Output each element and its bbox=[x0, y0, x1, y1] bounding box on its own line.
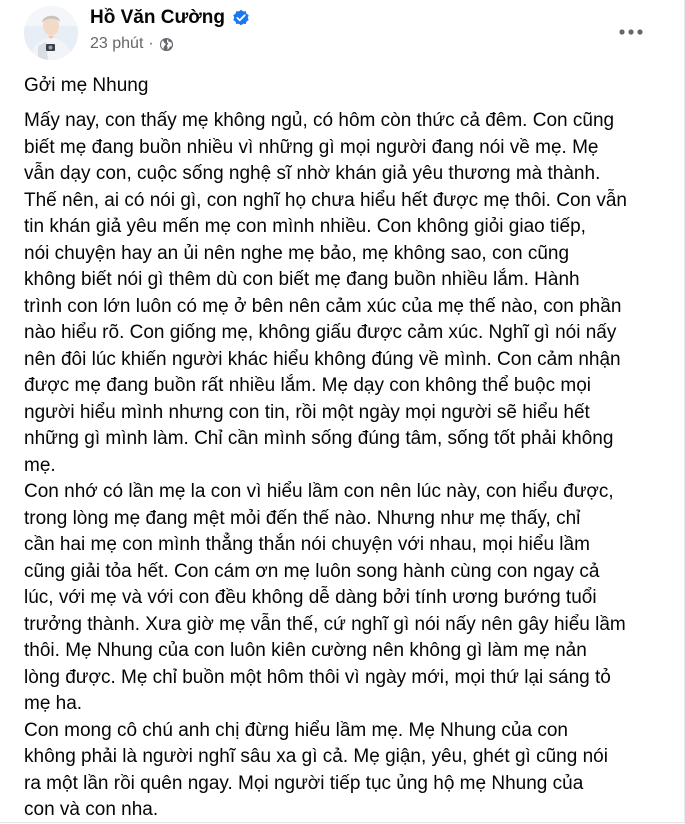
body-line: mẹ. bbox=[24, 454, 56, 476]
globe-icon[interactable] bbox=[159, 37, 174, 52]
body-line: người hiểu mình nhưng con tin, rồi một ngày mọi người sẽ hiểu hết bbox=[24, 401, 590, 423]
verified-badge-icon bbox=[232, 9, 250, 27]
body-line: trưởng thành. Xưa giờ mẹ vẫn thế, cứ nghĩ gì nói nấy nên gây hiểu lầm bbox=[24, 613, 626, 635]
body-line: nói chuyện hay an ủi nên nghe mẹ bảo, mẹ không sao, con cũng bbox=[24, 242, 570, 264]
body-line: Con nhớ có lần mẹ la con vì hiểu lầm con nên lúc này, con hiểu được, bbox=[24, 481, 614, 502]
author-name[interactable]: Hồ Văn Cường bbox=[90, 7, 225, 28]
body-line: cần hai mẹ con mình thẳng thắn nói chuyện với nhau, mọi hiểu lầm bbox=[24, 534, 590, 555]
body-line: trình con lớn luôn có mẹ ở bên nên cảm xúc của mẹ thế nào, con phần bbox=[24, 295, 622, 317]
avatar-photo bbox=[24, 6, 78, 60]
body-line: cũng giải tỏa hết. Con cám ơn mẹ luôn song hành cùng con ngay cả bbox=[24, 560, 600, 582]
body-line: nào hiểu rõ. Con giống mẹ, không giấu được cảm xúc. Nghĩ gì nói nấy bbox=[24, 322, 617, 343]
body-line: Thế nên, ai có nói gì, con nghĩ họ chưa hiểu hết được mẹ thôi. Con vẫn bbox=[24, 189, 627, 211]
body-line: Mấy nay, con thấy mẹ không ngủ, có hôm còn thức cả đêm. Con cũng bbox=[24, 110, 615, 131]
body-line: lúc, với mẹ và với con đều không dễ dàng bởi tính ương bướng tuổi bbox=[24, 587, 597, 608]
body-line: Con mong cô chú anh chị đừng hiểu lầm mẹ. Mẹ Nhung của con bbox=[24, 719, 568, 741]
body-line: tin khán giả yêu mến mẹ con mình nhiều. Con không giỏi giao tiếp, bbox=[24, 216, 586, 237]
body-line: vẫn dạy con, cuộc sống nghệ sĩ nhờ khán giả yêu thương mà thành. bbox=[24, 163, 601, 184]
more-options-button[interactable] bbox=[611, 17, 651, 47]
body-line: trong lòng mẹ đang mệt mỏi đến thế nào. Nhưng như mẹ thấy, chỉ bbox=[24, 507, 581, 529]
body-line: biết mẹ đang buồn nhiều vì những gì mọi người đang nói về mẹ. Mẹ bbox=[24, 136, 599, 158]
body-line: ra một lần rồi quên ngay. Mọi người tiếp tục ủng hộ mẹ Nhung của bbox=[24, 772, 584, 794]
author-row bbox=[90, 7, 250, 29]
more-options-icon bbox=[619, 29, 643, 35]
body-line: mẹ ha. bbox=[24, 693, 83, 714]
body-line: không phải là người nghĩ sâu xa gì cả. Mẹ giận, yêu, ghét gì cũng nói bbox=[24, 746, 608, 767]
avatar[interactable] bbox=[24, 6, 78, 60]
body-line: lòng được. Mẹ chỉ buồn một hôm thôi vì ngày mới, mọi thứ lại sáng tỏ bbox=[24, 666, 611, 688]
body-line: không biết nói gì thêm dù con biết mẹ đang buồn nhiều lắm. Hành bbox=[24, 269, 580, 290]
post-meta bbox=[90, 35, 174, 53]
post-greeting: Gởi mẹ Nhung bbox=[24, 75, 149, 96]
body-line: nên đôi lúc khiến người khác hiểu không đúng về mình. Con cảm nhận bbox=[24, 348, 621, 370]
post-body bbox=[24, 108, 664, 824]
post-timestamp[interactable]: 23 phút bbox=[90, 35, 144, 52]
body-line: những gì mình làm. Chỉ cần mình sống đúng tâm, sống tốt phải không bbox=[24, 428, 614, 449]
body-line: thôi. Mẹ Nhung của con luôn kiên cường nên không gì làm mẹ nản bbox=[24, 640, 587, 661]
body-line: con và con nha. bbox=[24, 799, 159, 820]
body-line: được mẹ đang buồn rất nhiều lắm. Mẹ dạy con không thể buộc mọi bbox=[24, 375, 592, 396]
meta-separator: · bbox=[148, 35, 154, 52]
